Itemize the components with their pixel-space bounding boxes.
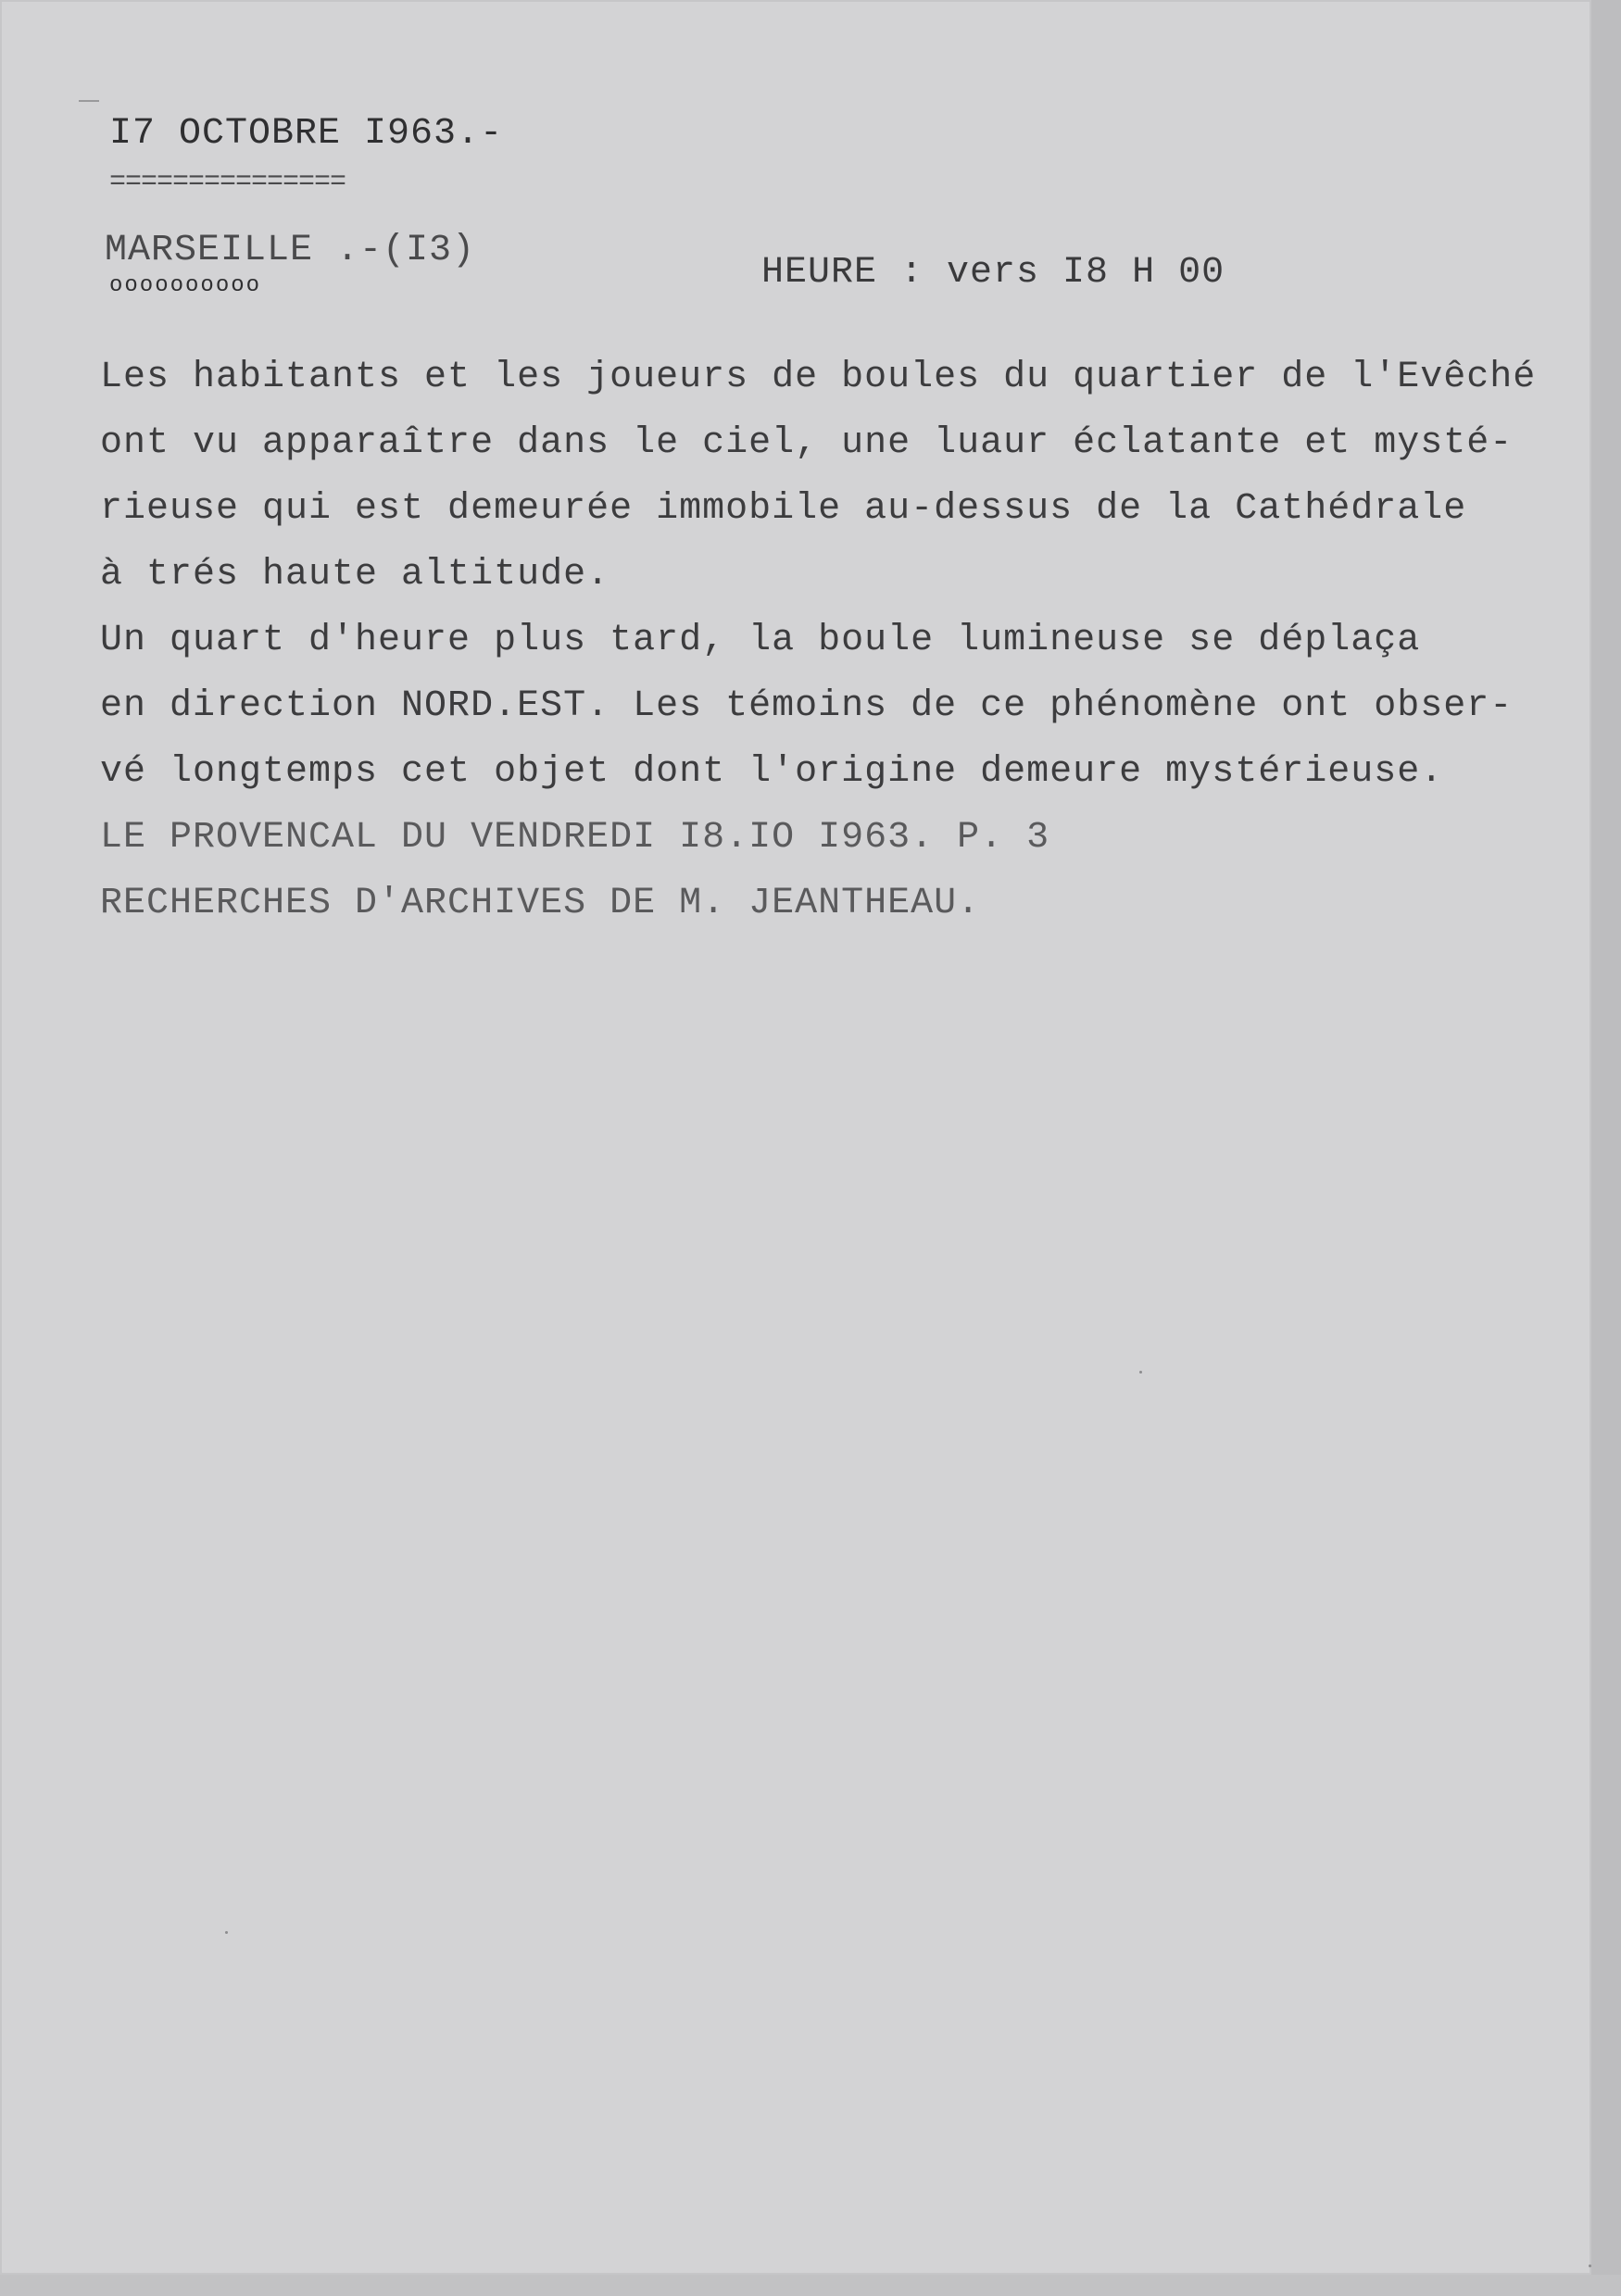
body-line: Un quart d'heure plus tard, la boule lumineuse se déplaça (100, 620, 1421, 661)
time-heading: HEURE : vers I8 H 00 (761, 252, 1225, 294)
body-line: en direction NORD.EST. Les témoins de ce phénomène ont obser- (100, 685, 1514, 727)
source-citation: LE PROVENCAL DU VENDREDI I8.IO I963. P. 3 (100, 817, 1050, 859)
date-heading: I7 OCTOBRE I963.- (109, 113, 504, 155)
body-line: Les habitants et les joueurs de boules du quartier de l'Evêché (100, 357, 1537, 398)
scan-speck (1589, 2265, 1591, 2267)
archive-credit: RECHERCHES D'ARCHIVES DE M. JEANTHEAU. (100, 883, 981, 924)
scan-speck (1139, 1371, 1142, 1374)
body-line: vé longtemps cet objet dont l'origine demeure mystérieuse. (100, 751, 1444, 793)
scan-edge-shadow (1591, 0, 1621, 2296)
body-line: ont vu apparaître dans le ciel, une luaur éclatante et mysté- (100, 422, 1514, 464)
body-line: à trés haute altitude. (100, 554, 610, 596)
place-heading: MARSEILLE .-(I3) (105, 230, 476, 271)
scan-speck (225, 1931, 228, 1934)
body-line: rieuse qui est demeurée immobile au-dessus de la Cathédrale (100, 488, 1467, 530)
scan-mark (79, 100, 99, 102)
date-underline: =============== (109, 167, 346, 198)
report-body (100, 345, 1591, 936)
place-underline: oooooooooo (109, 273, 262, 298)
scan-bottom-shadow (0, 2275, 1621, 2296)
